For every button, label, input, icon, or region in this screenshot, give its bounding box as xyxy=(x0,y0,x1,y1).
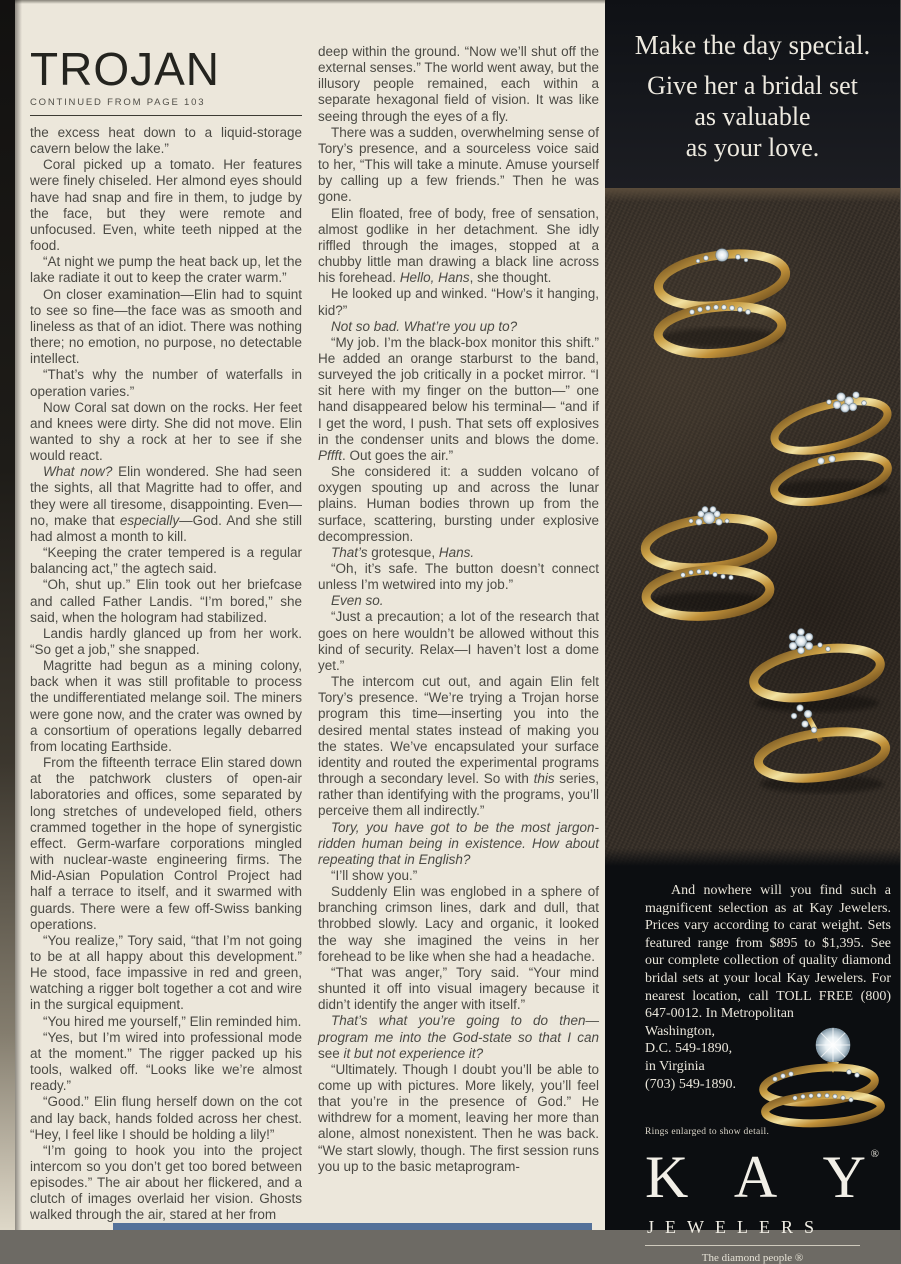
ad-copy-block xyxy=(605,866,900,1264)
page-left-edge-shadow xyxy=(0,0,15,1230)
ad-contact-row xyxy=(645,1023,900,1123)
story-paragraph: “Yes, but I’m wired into professional mode at the moment.” The rigger packed up his tools, walked off. “Looks like we’re almost ready.” xyxy=(30,1029,302,1094)
story-paragraph: Tory, you have got to be the most jargon-ridden human being in existence. How about repeating that in English? xyxy=(318,819,599,867)
ad-contact-lines xyxy=(645,1023,741,1093)
story-paragraph: Now Coral sat down on the rocks. Her feet and knees were dirty. She did not move. Elin wanted to shy a rock at her to see if she would react. xyxy=(30,399,302,464)
ring-set-5 xyxy=(748,691,896,799)
ad-tagline: The diamond people ® xyxy=(701,1251,804,1264)
kay-logo xyxy=(645,1143,879,1210)
story-paragraph: “At night we pump the heat back up, let the lake radiate it out to keep the crater warm.” xyxy=(30,254,302,286)
story-continued-from: CONTINUED FROM PAGE 103 xyxy=(30,97,206,108)
logo-rule xyxy=(645,1245,860,1246)
story-paragraph: On closer examination—Elin had to squint to see so fine—the face was as smooth and lineless as that of an idiot. There was nothing there; no emotion, no purpose, no detectable intellect. xyxy=(30,286,302,367)
ad-headline-line2: Give her a bridal set xyxy=(647,71,858,100)
kay-jewelers-ad xyxy=(605,0,900,1264)
ring-set-1 xyxy=(647,238,797,360)
story-paragraph: Suddenly Elin was englobed in a sphere of branching crimson lines, dark and dull, that throbbed slowly. Lacy and organic, it looked the way she imagined the veins in her forehead to be like when she had a headache. xyxy=(318,884,599,964)
kay-logo-letter-k: K xyxy=(645,1143,689,1210)
registered-trademark-icon: ® xyxy=(870,1147,879,1160)
story-title: TROJAN xyxy=(30,43,220,95)
story-paragraph: “Oh, shut up.” Elin took out her briefcase and called Father Landis. “I’m bored,” she said, when the hologram had stabilized. xyxy=(30,577,302,625)
kay-logo-letter-a: A xyxy=(733,1143,778,1210)
story-paragraph: Coral picked up a tomato. Her features were finely chiseled. Her almond eyes should have had snap and fire in them, to judge by the face, but they were remote and unfocused. Even, white teeth nipped at the food. xyxy=(30,157,302,254)
story-column-1 xyxy=(30,43,302,1224)
story-paragraph: She considered it: a sudden volcano of oxygen spouting up and across the lunar plains. Human bodies thrown up from the surface, scattering, bursting under explosive decompression. xyxy=(318,464,599,544)
ad-headline-block xyxy=(605,0,900,188)
story-paragraph: deep within the ground. “Now we’ll shut off the external senses.” The world went away, but the illusory people remained, each within a separate hexagonal field of vision. It was like seeing through the eyes of a fly. xyxy=(318,44,599,124)
story-paragraph: “Keeping the crater tempered is a regular balancing act,” the agtech said. xyxy=(30,545,302,577)
ad-headline-line1: Make the day special. xyxy=(634,30,871,60)
story-paragraph: That’s grotesque, Hans. xyxy=(331,544,475,560)
story-paragraph: Not so bad. What’re you up to? xyxy=(331,318,518,334)
story-paragraph: Elin floated, free of body, free of sensation, almost godlike in her detachment. She idly riffled through the images, stopped at a chubby little man drawing a black line across his forehead. Hello, Hans, she thought. xyxy=(318,205,599,286)
ad-contact-line: D.C. 549-1890, xyxy=(645,1041,733,1057)
story-column-2 xyxy=(318,44,599,1175)
story-paragraph: the excess heat down to a liquid-storage cavern below the lake.” xyxy=(30,125,302,157)
story-paragraph: “Ultimately. Though I doubt you’ll be able to come up with pictures. More likely, you’ll feel that you’re in the presence of God.” He withdrew for a moment, leaving her more than alone, almost nonexistent. Then he was back. “We start slowly, though. The first session runs you up to the basic metaprogram- xyxy=(318,1061,599,1174)
story-paragraph: What now? Elin wondered. She had seen the sights, all that Magritte had to offer, and they were all tiresome, disappointing. Even—no, make that especially—God. And she still had almost a month to kill. xyxy=(30,464,302,544)
story-paragraph: “That was anger,” Tory said. “Your mind shunted it off into visual imagery because it didn’t identify the anger with itself.” xyxy=(318,964,599,1013)
story-paragraph: From the fifteenth terrace Elin stared down at the patchwork clusters of open-air laboratories and offices, some separated by long stretches of undeveloped field, others crammed together in the hope of synergistic effect. Germ-warfare corporations mingled with nuclear-waste engineering firms. The Mid-Asian Population Control Project had half a terrace to itself, and it swarmed with guards. There were a few off-Swiss banking operations. xyxy=(30,755,302,932)
ad-contact-line: Washington, xyxy=(645,1023,716,1039)
story-paragraph: “Just a precaution; a lot of the research that goes on here wouldn’t be allowed without this kind of security. Relax—I haven’t lost a dome yet.” xyxy=(318,609,599,673)
ad-body-text: And nowhere will you find such a magnificent selection as at Kay Jewelers. Prices vary according to carat weight. Sets featured range from $895 to $1,395. See our complete collection of quality diamond bridal sets at your local Kay Jewelers. For nearest location, call TOLL FREE (800) 647-0012. In Metropolitan xyxy=(645,883,891,1022)
ad-contact-line: in Virginia xyxy=(645,1058,705,1074)
story-paragraph: The intercom cut out, and again Elin felt Tory’s presence. “We’re trying a Trojan horse program this time—inserting you into the desired mental states instead of making you the states. We’ve encapsulated your surface identity and routed the experimental programs through a secondary level. So with this series, rather than identifying with the programs, you’ll perceive them all indirectly.” xyxy=(318,674,599,819)
story-paragraph: “I’m going to hook you into the project intercom so you don’t get too bored between episodes.” The air about her flickered, and a clutch of images overlaid her vision. Ghosts walked through the air, stared at her from xyxy=(30,1142,302,1223)
story-column-1-text xyxy=(30,125,302,1224)
rings-caption: Rings enlarged to show detail. xyxy=(645,1126,770,1137)
story-paragraph: Magritte had begun as a mining colony, back when it was still profitable to process the undifferentiated melange soil. The miners were gone now, and the crater was owned by a consortium of operations legally debarred from locating Earthside. xyxy=(30,658,302,754)
ad-contact-line: (703) 549-1890. xyxy=(645,1076,736,1092)
story-paragraph: There was a sudden, overwhelming sense of Tory’s presence, and a sourceless voice said to her, “This will take a minute. Amuse yourself by calling up a few friends.” Then he was gone. xyxy=(318,124,599,205)
story-paragraph: Even so. xyxy=(331,593,384,609)
story-paragraph: “That’s why the number of waterfalls in operation varies.” xyxy=(30,367,302,399)
ring-set-2 xyxy=(761,381,901,509)
story-paragraph: He looked up and winked. “How’s it hanging, kid?” xyxy=(318,286,599,318)
ad-headline-rest xyxy=(605,70,900,163)
ad-rings-photo-area xyxy=(605,188,900,866)
story-paragraph: “Good.” Elin flung herself down on the cot and lay back, hands folded across her chest. “Hey, I feel like I should be holding a lily!” xyxy=(30,1094,302,1142)
ad-headline-line3: as valuable xyxy=(694,102,811,131)
page-top-edge-shadow xyxy=(0,0,606,4)
ad-headline-line4: as your love. xyxy=(685,133,820,162)
story-paragraph: Landis hardly glanced up from her work. “So get a job,” she snapped. xyxy=(30,625,302,657)
featured-ring-photo xyxy=(741,1017,901,1123)
kay-logo-letter-y: Y xyxy=(822,1143,866,1210)
jewelers-wordmark: JEWELERS xyxy=(647,1216,825,1237)
story-paragraph: That’s what you’re going to do then—program me into the God-state so that I can see it but not experience it? xyxy=(318,1013,599,1061)
story-paragraph: “My job. I’m the black-box monitor this shift.” He added an orange starburst to the band, surveyed the job critically in a pocket mirror. “I sit here with my finger on the button—” one hand disappeared below his terminal— “and if I get the word, I push. That sets off explosives in the condenser units and blows the dome. Pffft. Out goes the air.” xyxy=(318,334,599,463)
masthead-rule xyxy=(30,115,302,116)
story-paragraph: “You hired me yourself,” Elin reminded him. xyxy=(43,1013,302,1029)
story-paragraph: “You realize,” Tory said, “that I’m not going to be at all happy about this development.” He stood, face impassive in red and green, watching a rigger bolt together a cot and wire in the surgical equipment. xyxy=(30,932,302,1013)
story-paragraph: “Oh, it’s safe. The button doesn’t connect unless I’m wetwired into my job.” xyxy=(318,561,599,593)
scan-edge-strip xyxy=(113,1223,592,1230)
story-paragraph: “I’ll show you.” xyxy=(331,867,418,883)
ring-set-3 xyxy=(635,501,783,623)
